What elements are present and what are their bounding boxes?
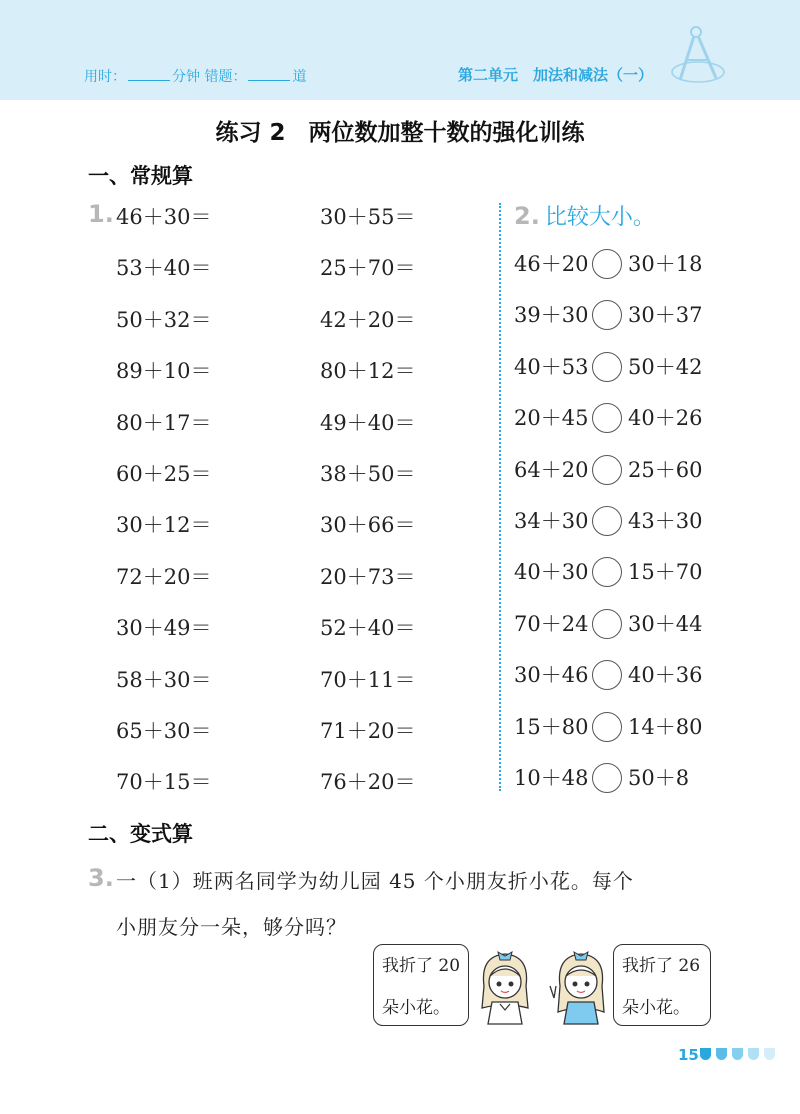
comparison-left: 30＋46 [514, 663, 589, 688]
answer-circle[interactable] [592, 300, 622, 330]
comparison-left: 34＋30 [514, 508, 589, 533]
answer-circle[interactable] [592, 506, 622, 536]
expression: 20＋73＝ [320, 564, 416, 589]
expression: 25＋70＝ [320, 256, 416, 281]
expression: 46＋30＝ [116, 205, 212, 229]
mistakes-label: 错题： [204, 69, 247, 85]
comparison-right: 30＋44 [628, 611, 703, 636]
comparison-left: 64＋20 [514, 457, 589, 482]
expression: 76＋20＝ [320, 770, 416, 795]
column-1-expressions [116, 203, 211, 820]
comparison-row [514, 558, 702, 609]
expression: 42＋20＝ [320, 307, 416, 332]
expression: 89＋10＝ [116, 359, 212, 384]
bubble-1-line-1: 我折了 20 [382, 956, 461, 976]
comparison-right: 25＋60 [628, 457, 703, 482]
time-label: 用时： [84, 69, 126, 85]
comparison-list [514, 250, 702, 815]
question-3-line-2: 小朋友分一朵，够分吗？ [116, 915, 347, 939]
count-label: 道 [292, 69, 307, 85]
expression: 53＋40＝ [116, 256, 212, 281]
tab-mark [716, 1048, 727, 1060]
expression: 30＋66＝ [320, 513, 416, 538]
question-number-3: 3. [88, 864, 114, 892]
question-3-text [116, 858, 736, 950]
comparison-row [514, 713, 702, 764]
comparison-left: 20＋45 [514, 406, 589, 431]
expression: 30＋55＝ [320, 205, 416, 229]
expression: 80＋17＝ [116, 410, 212, 435]
page-number: 15 [678, 1046, 699, 1064]
comparison-right: 40＋36 [628, 663, 703, 688]
comparison-row [514, 610, 702, 661]
comparison-right: 30＋37 [628, 303, 703, 328]
time-blank[interactable] [128, 68, 170, 81]
dotted-divider [499, 203, 501, 791]
expression: 60＋25＝ [116, 461, 212, 486]
time-record [84, 66, 306, 86]
question-2-label: 比较大小。 [544, 205, 655, 230]
question-number-2: 2. [514, 202, 540, 230]
column-2-expressions [320, 203, 415, 820]
answer-circle[interactable] [592, 403, 622, 433]
comparison-right: 50＋8 [628, 765, 690, 790]
answer-circle[interactable] [592, 352, 622, 382]
mistakes-blank[interactable] [248, 68, 290, 81]
speech-bubble-2 [613, 944, 711, 1026]
comparison-row [514, 404, 702, 455]
comparison-right: 40＋26 [628, 406, 703, 431]
comparison-row [514, 507, 702, 558]
comparison-right: 15＋70 [628, 560, 703, 585]
comparison-left: 15＋80 [514, 714, 589, 739]
answer-circle[interactable] [592, 557, 622, 587]
comparison-left: 10＋48 [514, 765, 589, 790]
expression: 80＋12＝ [320, 359, 416, 384]
comparison-right: 43＋30 [628, 508, 703, 533]
page-title: 练习 2 两位数加整十数的强化训练 [215, 120, 585, 146]
expression: 70＋11＝ [320, 667, 416, 692]
section-heading-regular: 一、常规算 [88, 164, 193, 188]
expression: 50＋32＝ [116, 307, 212, 332]
comparison-right: 50＋42 [628, 354, 703, 379]
minute-label: 分钟 [172, 69, 200, 85]
answer-circle[interactable] [592, 763, 622, 793]
bubble-2-line-2: 朵小花。 [622, 998, 690, 1018]
comparison-row [514, 353, 702, 404]
expression: 72＋20＝ [116, 564, 212, 589]
expression: 30＋12＝ [116, 513, 212, 538]
comparison-row [514, 301, 702, 352]
answer-circle[interactable] [592, 712, 622, 742]
comparison-row [514, 456, 702, 507]
tab-mark [748, 1048, 759, 1060]
answer-circle[interactable] [592, 609, 622, 639]
expression: 49＋40＝ [320, 410, 416, 435]
comparison-row [514, 250, 702, 301]
expression: 71＋20＝ [320, 718, 416, 743]
page-tabs-decoration [700, 1048, 775, 1060]
section-heading-variant: 二、变式算 [88, 822, 193, 846]
expression: 52＋40＝ [320, 616, 416, 641]
answer-circle[interactable] [592, 455, 622, 485]
compass-icon [660, 20, 730, 90]
girl-illustration-2 [546, 946, 616, 1026]
question-number-1: 1. [88, 200, 114, 228]
expression: 30＋49＝ [116, 616, 212, 641]
unit-title: 第二单元 加法和减法（一） [458, 66, 654, 84]
header-wave-edge [0, 86, 800, 106]
expression: 65＋30＝ [116, 718, 212, 743]
bubble-2-line-1: 我折了 26 [622, 956, 701, 976]
comparison-row [514, 661, 702, 712]
question-2-heading [514, 200, 655, 231]
comparison-left: 39＋30 [514, 303, 589, 328]
answer-circle[interactable] [592, 249, 622, 279]
question-3-line-1: 一（1）班两名同学为幼儿园 45 个小朋友折小花。每个 [116, 869, 634, 893]
tab-mark [732, 1048, 743, 1060]
comparison-left: 70＋24 [514, 611, 589, 636]
tab-mark [700, 1048, 711, 1060]
page-header [0, 0, 800, 100]
expression: 58＋30＝ [116, 667, 212, 692]
girl-illustration-1 [470, 946, 540, 1026]
bubble-1-line-2: 朵小花。 [382, 998, 450, 1018]
comparison-left: 40＋30 [514, 560, 589, 585]
speech-bubble-1 [373, 944, 469, 1026]
comparison-left: 46＋20 [514, 252, 589, 276]
expression: 70＋15＝ [116, 770, 212, 795]
comparison-left: 40＋53 [514, 354, 589, 379]
answer-circle[interactable] [592, 660, 622, 690]
tab-mark [764, 1048, 775, 1060]
expression: 38＋50＝ [320, 461, 416, 486]
comparison-row [514, 764, 702, 815]
comparison-right: 14＋80 [628, 714, 703, 739]
comparison-right: 30＋18 [628, 252, 703, 276]
